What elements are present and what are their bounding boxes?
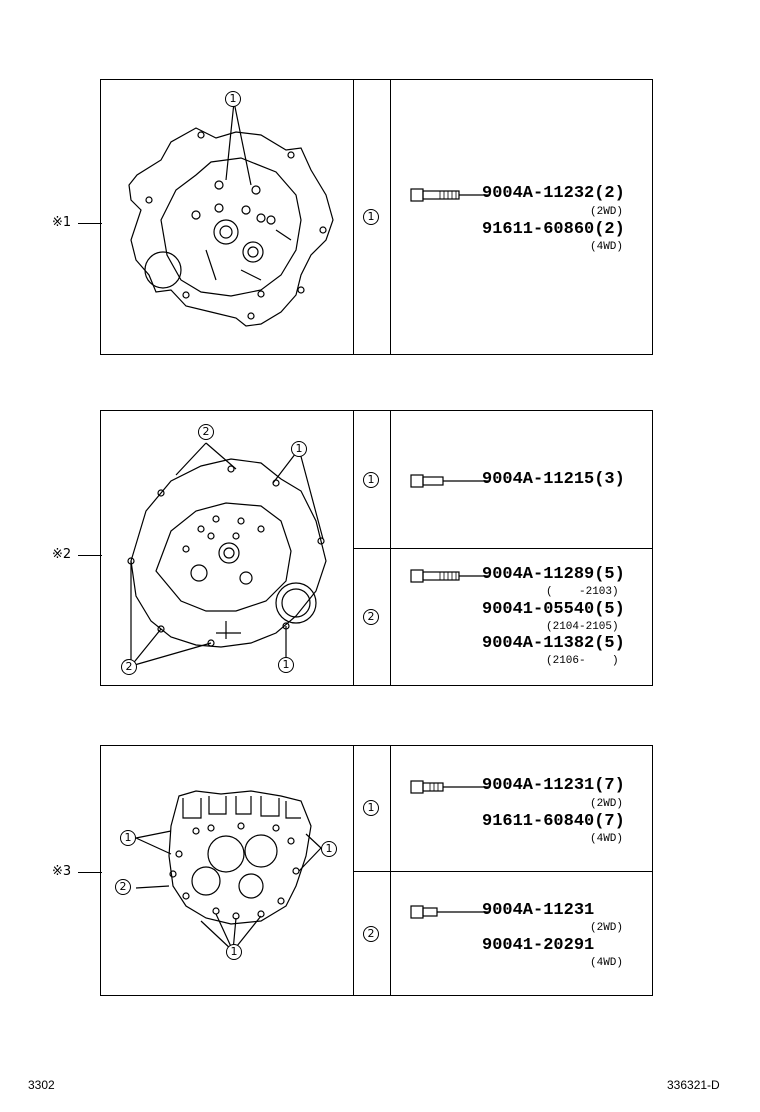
part-note: (2WD) (590, 798, 624, 810)
row-key-3-1: 1 (363, 800, 379, 816)
part-note: ( -2103) (546, 586, 619, 598)
image-label-1-c: 1 (226, 944, 242, 960)
callout-group-3: ※3 (52, 864, 72, 879)
image-label-2: 2 (115, 879, 131, 895)
callout-leader-1 (78, 223, 102, 224)
part-number: 9004A-11382(5) (482, 634, 625, 653)
illustration-cell-1 (101, 80, 354, 354)
illustration-cell-3 (101, 746, 354, 995)
bolt-icon (410, 779, 490, 795)
page-number: 3302 (28, 1078, 55, 1092)
image-label-2-a: 2 (198, 424, 214, 440)
row-key-2-2: 2 (363, 609, 379, 625)
row-key-3-2: 2 (363, 926, 379, 942)
transmission-case-illustration-3 (101, 746, 353, 995)
part-number: 9004A-11232(2) (482, 184, 625, 203)
diagram-panel-2 (100, 410, 653, 686)
diagram-panel-1 (100, 79, 653, 355)
part-number: 90041-20291 (482, 936, 595, 955)
bolt-icon (410, 187, 490, 203)
part-number: 90041-05540(5) (482, 600, 625, 619)
transmission-case-illustration-2 (101, 411, 353, 685)
parts-cell-2 (390, 411, 652, 685)
part-note: (4WD) (590, 241, 624, 253)
diagram-panel-3 (100, 745, 653, 996)
callout-leader-3 (78, 872, 102, 873)
part-number: 91611-60860(2) (482, 220, 625, 239)
part-number: 9004A-11231(7) (482, 776, 625, 795)
image-label-1-b: 1 (321, 841, 337, 857)
image-label-1-a: 1 (120, 830, 136, 846)
callout-group-1: ※1 (52, 215, 72, 230)
part-number: 9004A-11231 (482, 901, 595, 920)
transmission-case-illustration-1 (101, 80, 353, 354)
row-key-2-1: 1 (363, 472, 379, 488)
image-label-1: 1 (225, 91, 241, 107)
row-key-1-1: 1 (363, 209, 379, 225)
image-label-2-b: 2 (121, 659, 137, 675)
part-number: 9004A-11289(5) (482, 565, 625, 584)
callout-leader-2 (78, 555, 102, 556)
part-note: (4WD) (590, 833, 624, 845)
callout-group-2: ※2 (52, 547, 72, 562)
parts-cell-3 (390, 746, 652, 995)
figure-id: 336321-D (667, 1078, 720, 1092)
parts-cell-1-1 (390, 80, 652, 354)
part-note: (2106- ) (546, 655, 619, 667)
part-note: (2104-2105) (546, 621, 619, 633)
part-note: (2WD) (590, 206, 624, 218)
part-number: 9004A-11215(3) (482, 470, 625, 489)
image-label-1-a: 1 (291, 441, 307, 457)
key-column-1 (353, 80, 391, 354)
part-note: (4WD) (590, 957, 624, 969)
part-number: 91611-60840(7) (482, 812, 625, 831)
image-label-1-b: 1 (278, 657, 294, 673)
bolt-icon (410, 568, 490, 584)
bolt-icon (410, 473, 490, 489)
bolt-icon (410, 904, 490, 920)
part-note: (2WD) (590, 922, 624, 934)
illustration-cell-2 (101, 411, 354, 685)
